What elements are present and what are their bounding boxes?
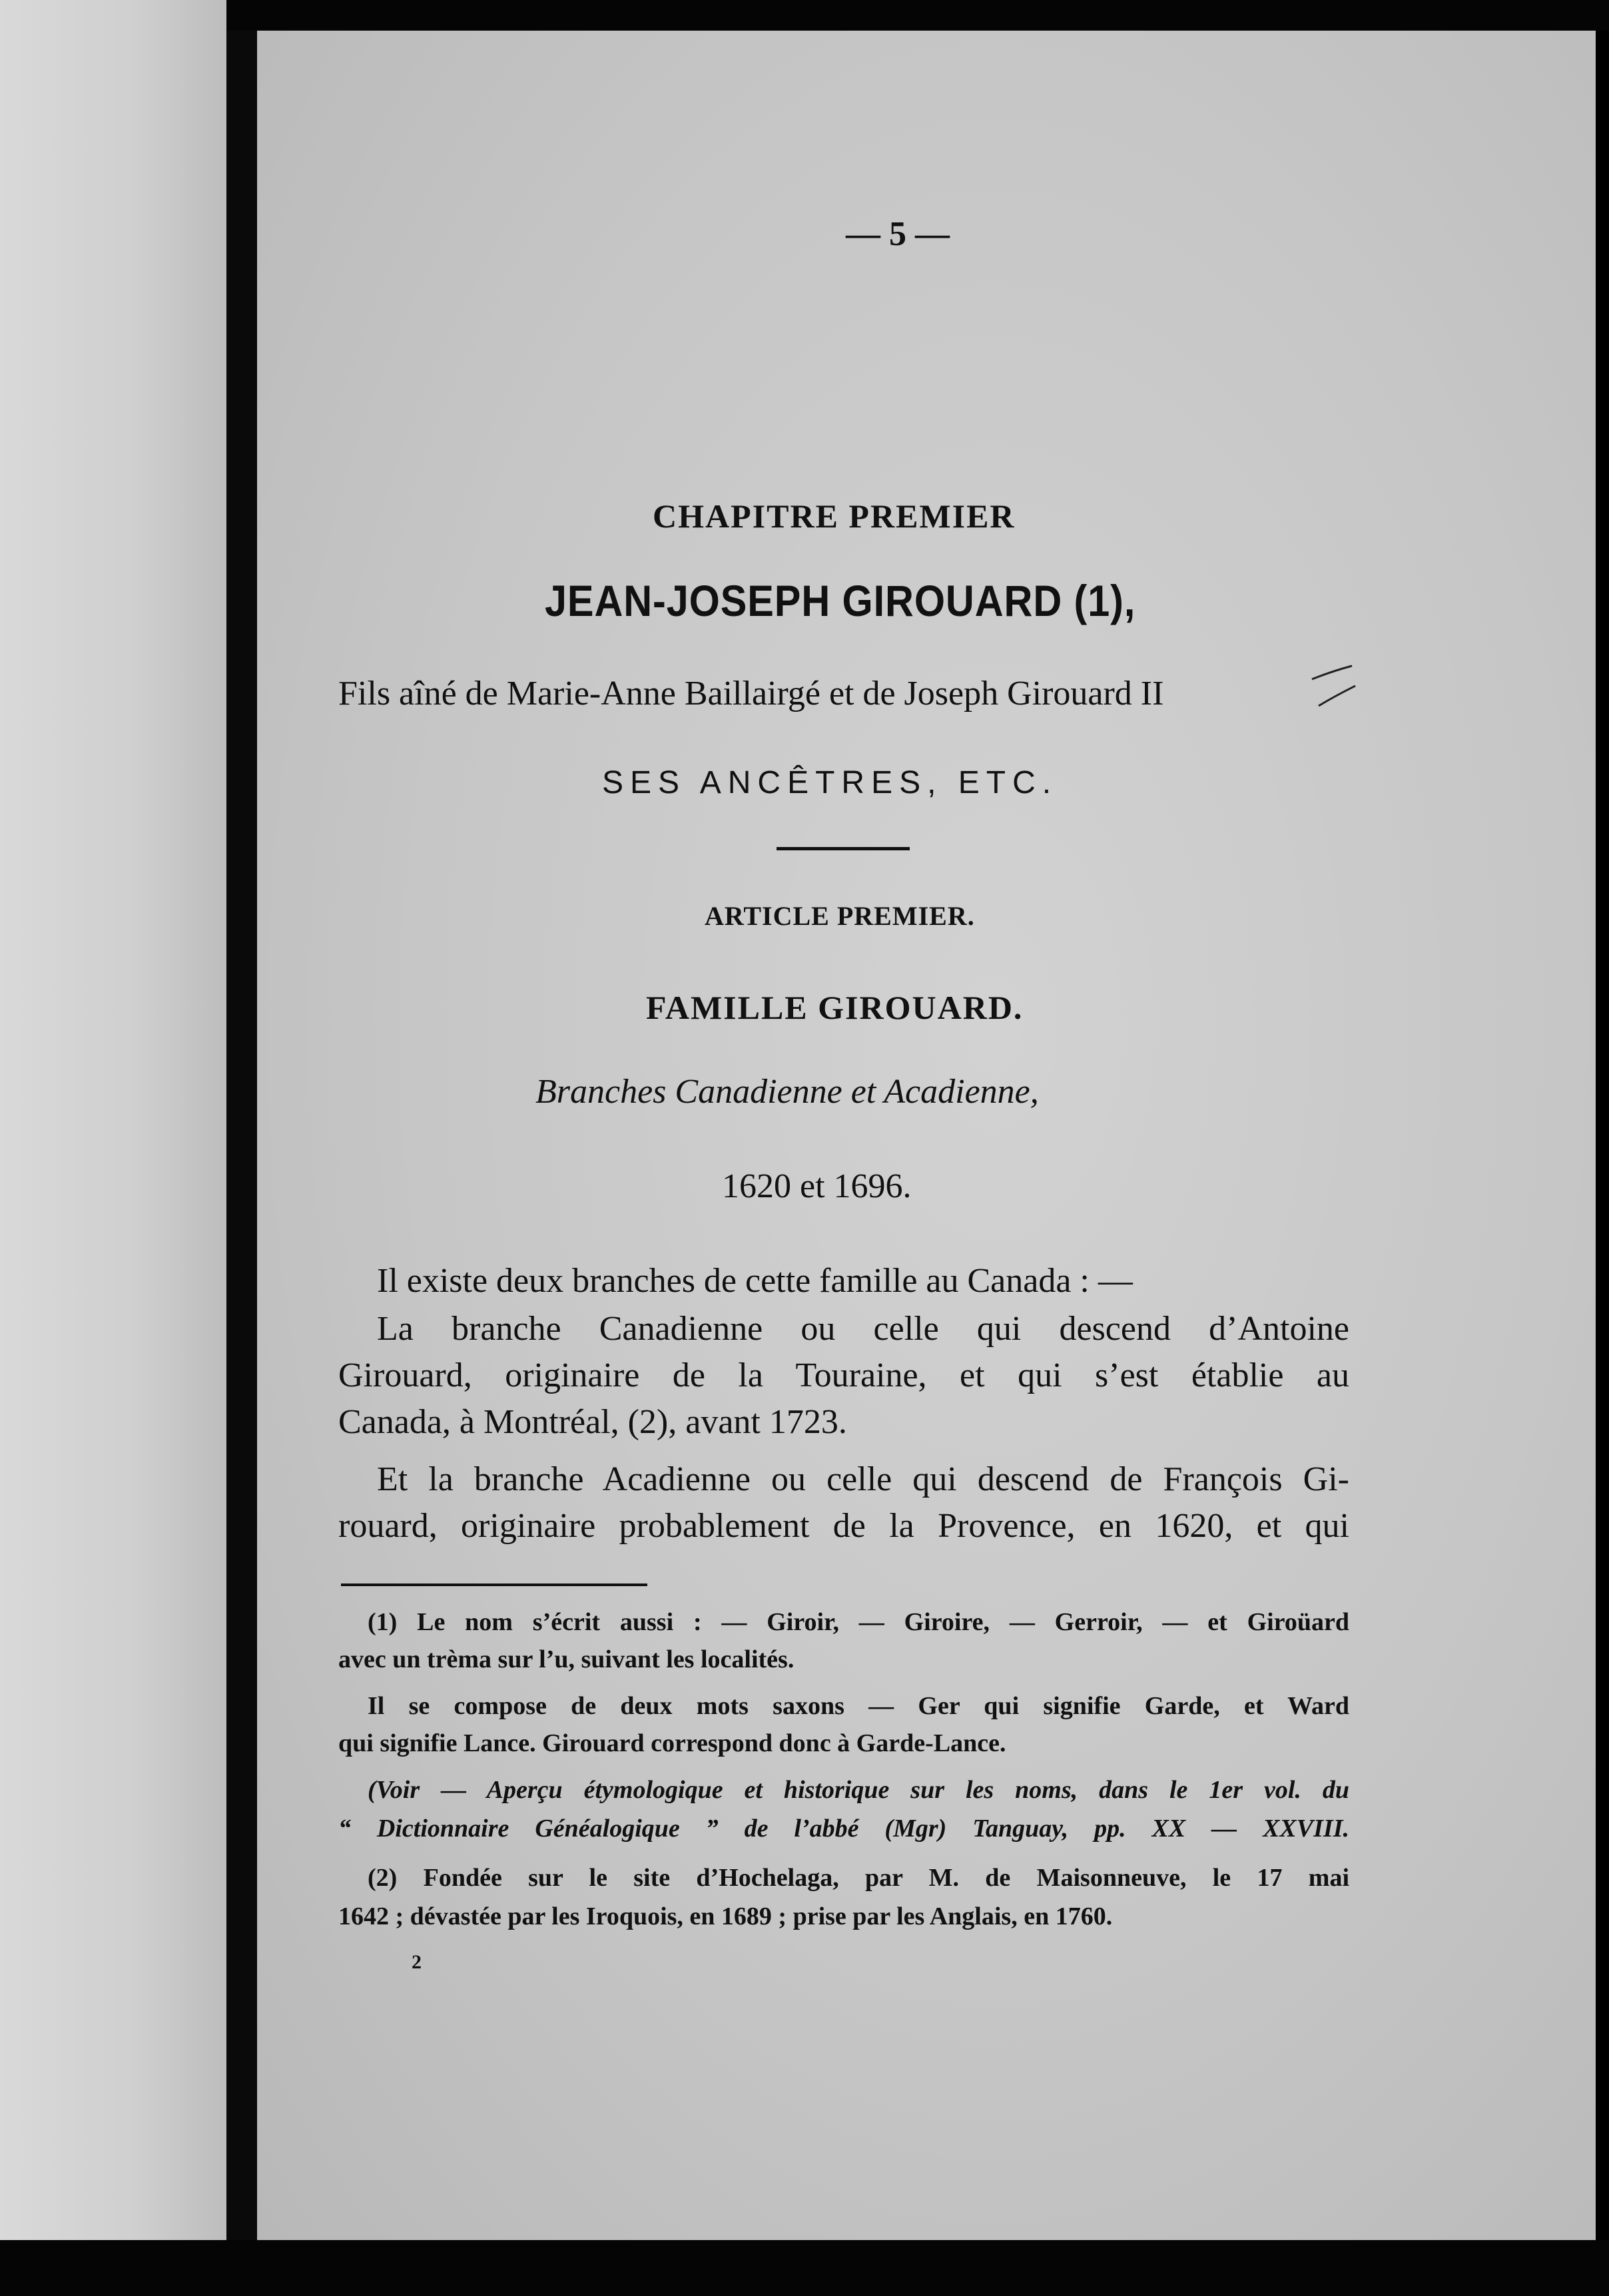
footnote-line: (2) Fondée sur le site d’Hochelaga, par M. de Maisonneuve, le 17 mai — [368, 1864, 1349, 1892]
top-border — [226, 0, 1609, 31]
footnote-line: “ Dictionnaire Généalogique ” de l’abbé (Mgr) Tanguay, pp. XX — XXVIII. — [338, 1815, 1349, 1843]
left-margin-strip — [0, 0, 226, 2296]
footnote-line: (1) Le nom s’écrit aussi : — Giroir, — Giroire, — Gerroir, — et Giroüard — [368, 1608, 1349, 1636]
subtitle: Fils aîné de Marie-Anne Baillairgé et de Joseph Girouard II — [338, 675, 1164, 713]
person-name: JEAN-JOSEPH GIROUARD (1), — [545, 576, 1136, 625]
footnote-line: avec un trèma sur l’u, suivant les localités. — [338, 1645, 795, 1673]
footnote-line: 1642 ; dévastée par les Iroquois, en 1689 ; prise par les Anglais, en 1760. — [338, 1902, 1113, 1930]
signature-mark: 2 — [412, 1951, 422, 1973]
footnote-line: (Voir — Aperçu étymologique et historique sur les noms, dans le 1er vol. du — [368, 1776, 1349, 1804]
branches-subheading: Branches Canadienne et Acadienne, — [535, 1073, 1039, 1111]
chapter-heading: CHAPITRE PREMIER — [653, 497, 1016, 535]
family-heading: FAMILLE GIROUARD. — [646, 989, 1024, 1026]
body-line: Canada, à Montréal, (2), avant 1723. — [338, 1403, 847, 1441]
body-paragraph-1: Il existe deux branches de cette famille au Canada : — — [377, 1262, 1133, 1300]
page-number: — 5 — — [846, 215, 950, 253]
footnote-line: Il se compose de deux mots saxons — Ger qui signifie Garde, et Ward — [368, 1692, 1349, 1720]
footnote-divider — [341, 1583, 647, 1586]
body-line: Et la branche Acadienne ou celle qui descend de François Gi- — [377, 1460, 1349, 1498]
bottom-border — [0, 2240, 1609, 2296]
section-divider — [777, 847, 910, 850]
article-heading: ARTICLE PREMIER. — [705, 901, 975, 931]
body-line: rouard, originaire probablement de la Provence, en 1620, et qui — [338, 1507, 1349, 1545]
binding-edge — [226, 0, 257, 2296]
handwritten-annotation — [1305, 659, 1359, 713]
body-line: La branche Canadienne ou celle qui descend d’Antoine — [377, 1310, 1349, 1348]
ancestors-heading: SES ANCÊTRES, ETC. — [602, 765, 1058, 800]
body-line: Girouard, originaire de la Touraine, et qui s’est établie au — [338, 1356, 1349, 1394]
footnote-line: qui signifie Lance. Girouard correspond donc à Garde-Lance. — [338, 1729, 1006, 1757]
dates-line: 1620 et 1696. — [722, 1167, 912, 1205]
